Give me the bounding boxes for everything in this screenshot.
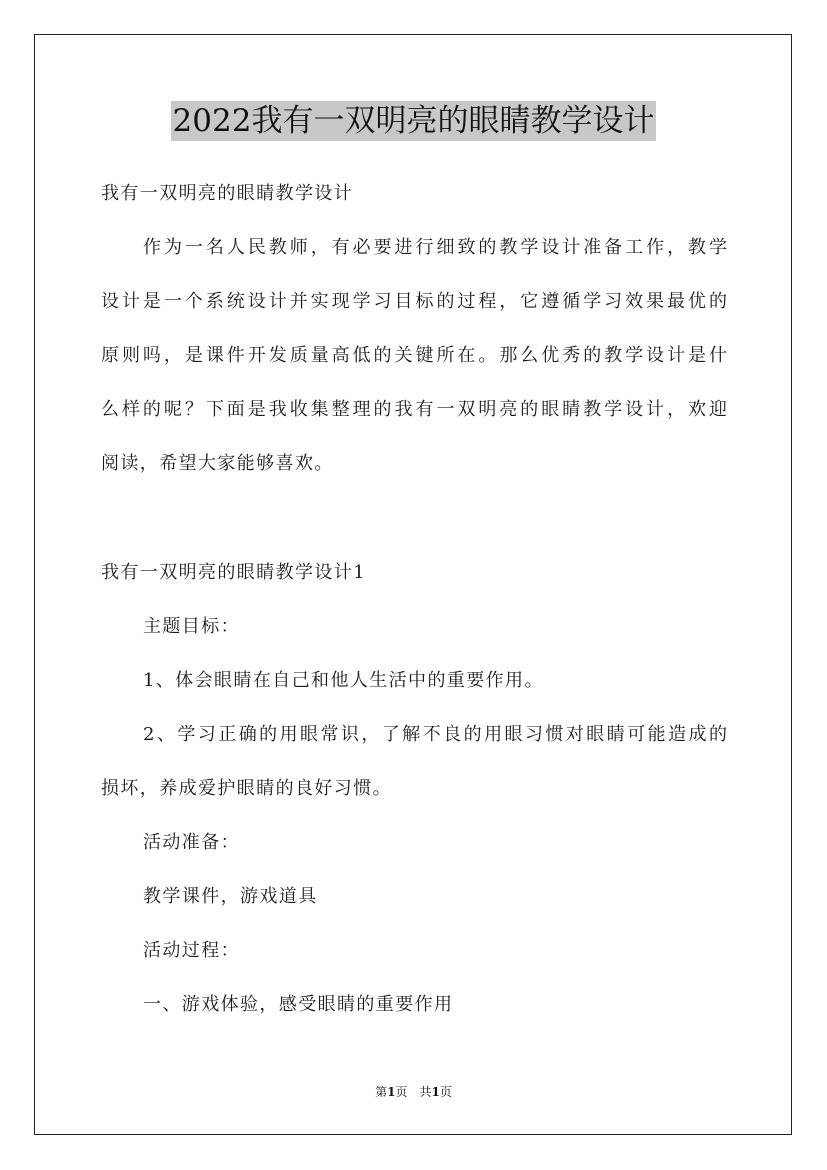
prep-items: 教学课件，游戏道具 (143, 886, 318, 907)
process-label: 活动过程： (143, 940, 240, 961)
goal-item-2-line-2: 损坏，养成爱护眼睛的良好习惯。 (101, 778, 392, 799)
intro-line-4: 么样的呢？下面是我收集整理的我有一双明亮的眼睛教学设计，欢迎 (101, 399, 727, 420)
intro-line-5: 阅读，希望大家能够喜欢。 (101, 453, 334, 474)
goal-item-2-line-1: 2、学习正确的用眼常识，了解不良的用眼习惯对眼睛可能造成的 (143, 724, 727, 745)
footer-page-suffix: 页 (439, 1085, 452, 1099)
section-heading: 我有一双明亮的眼睛教学设计1 (101, 562, 367, 583)
intro-line-1: 作为一名人民教师，有必要进行细致的教学设计准备工作，教学 (143, 237, 727, 258)
footer-page-mid: 页 共 (395, 1085, 432, 1099)
footer-page-prefix: 第 (375, 1085, 388, 1099)
goal-item-1: 1、体会眼睛在自己和他人生活中的重要作用。 (143, 670, 544, 691)
intro-line-3: 原则吗，是课件开发质量高低的关键所在。那么优秀的教学设计是什 (101, 345, 727, 366)
prep-label: 活动准备： (143, 832, 240, 853)
goal-label: 主题目标： (143, 616, 240, 637)
footer-page-total: 1 (431, 1085, 440, 1099)
intro-line-2: 设计是一个系统设计并实现学习目标的过程，它遵循学习效果最优的 (101, 291, 727, 312)
document-title: 2022我有一双明亮的眼睛教学设计 (172, 103, 655, 139)
footer-page-number: 1 (387, 1085, 396, 1099)
document-subtitle: 我有一双明亮的眼睛教学设计 (101, 183, 354, 204)
process-step-1: 一、游戏体验，感受眼睛的重要作用 (143, 994, 454, 1015)
page-footer (0, 1084, 827, 1100)
title-container (0, 101, 827, 141)
